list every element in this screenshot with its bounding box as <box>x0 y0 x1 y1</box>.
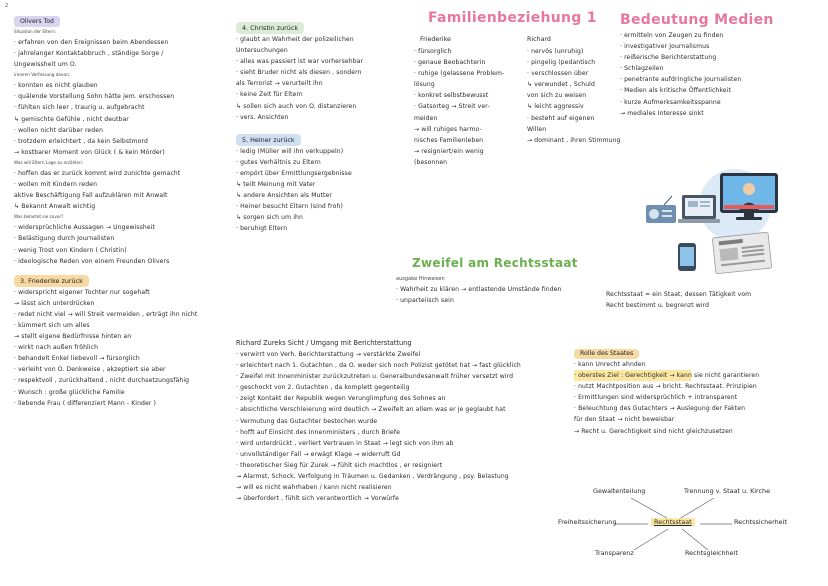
note-line: · empört über Ermittlungsergebnisse <box>236 169 352 177</box>
zweifel-section <box>412 256 632 270</box>
friederike-traits <box>414 46 519 168</box>
trait-line: ↳ leicht aggressiv <box>527 103 584 111</box>
friederike-head: Friederike <box>420 36 451 43</box>
note-line: → stellt eigene Bedürfnisse hinten an <box>14 333 132 341</box>
note-line: · liebende Frau ( differenziert Mann - Kinder ) <box>14 399 156 407</box>
medien-section <box>620 12 820 119</box>
mindmap-node-gewaltenteilung: Gewaltenteilung <box>593 487 646 495</box>
note-line: · trotzdem erleichtert , da kein Selbstmord <box>14 137 148 145</box>
note-line: · Wunsch : große glückliche Familie <box>14 388 125 396</box>
trait-line: · konkret selbstbewusst <box>414 92 489 100</box>
zweifel-left <box>396 274 606 306</box>
olivers-tod-sub: Situation der Eltern: <box>14 29 57 34</box>
note-line: als Terrorist → verurteilt ihn <box>236 80 323 88</box>
mindmap-node-transparenz: Transparenz <box>595 549 634 557</box>
note-line: ↳ gemischte Gefühle , nicht deutbar <box>14 115 129 123</box>
note-line: · Beleuchtung des Gutachters → Auslegung der Fakten <box>574 405 746 413</box>
trait-line: · besteht auf eigenen <box>527 114 595 122</box>
note-line: · unvollständiger Fall → erwägt Klage → widerruft Gd <box>236 450 401 458</box>
definition-line: Rechtsstaat = ein Staat, dessen Tätigkeit vom <box>606 291 752 298</box>
trait-line: · fürsorglich <box>414 48 452 55</box>
heiner-heading: 5. Heiner zurück <box>236 134 301 146</box>
rolle-staates-lines <box>574 359 824 437</box>
definition-line: Recht bestimmt u. begrenzt wird <box>606 302 710 310</box>
note-line: → lässt sich unterdrücken <box>14 299 95 307</box>
trait-line: · nervös (unruhig) <box>527 48 584 55</box>
note-line: → Alarmst, Schock, Verfolgung in Träumen u. Gedanken , Verdrängung , psy. Belastung <box>236 473 509 481</box>
richard-sicht-heading: Richard Zureks Sicht / Umgang mit Berichterstattung <box>236 339 412 347</box>
familienbeziehung-title: Familienbeziehung 1 <box>428 10 597 26</box>
note-line: · wird unterdrückt , verliert Vertrauen in Staat → legt sich von ihm ab <box>236 439 454 447</box>
note-line: · beruhigt Eltern <box>236 225 288 233</box>
note-line: · hoffen das er zurück kommt wird zunichte gemacht <box>14 169 181 177</box>
geschwister-column <box>236 15 406 235</box>
mindmap-node-rechtsgleichheit: Rechtsgleichheit <box>685 549 738 557</box>
page-number: 2 <box>5 3 9 9</box>
richard-sicht-section <box>236 337 576 504</box>
note-line: · unparteiisch sein <box>396 297 454 305</box>
richard-column <box>527 34 621 146</box>
note-line: für den Staat → nicht beweisbar <box>574 416 675 424</box>
note-line: · reißerische Berichterstattung <box>620 54 717 62</box>
trait-line: meiden <box>414 114 438 122</box>
olivers-tod-heading: Olivers Tod <box>14 16 60 27</box>
note-line: Was will Eltern Lage zu erzählen: <box>14 159 84 165</box>
note-line: · behandelt Enkel liebevoll → fürsorglich <box>14 355 140 363</box>
note-line: · wenig Trost von Kindern ( Christin) <box>14 246 127 254</box>
christin-lines <box>236 34 406 123</box>
mindmap-node-rechtssicherheit: Rechtssicherheit <box>734 518 787 526</box>
note-line: · nutzt Machtposition aus → bricht. Rechtsstaat. Prinzipien <box>574 383 757 391</box>
note-line: · Belästigung durch Journalisten <box>14 235 115 243</box>
note-line: · theoretischer Sieg für Zurek → fühlt sich machtlos , er resigniert <box>236 461 443 469</box>
television-icon <box>720 173 778 220</box>
friederike-column <box>414 34 519 168</box>
note-line: · verwirrt von Verh. Berichterstattung → verstärkte Zweifel <box>236 351 421 358</box>
trait-line: von sich zu weisen <box>527 92 587 100</box>
note-line: → mediales Interesse sinkt <box>620 109 704 117</box>
newspaper-icon <box>712 232 771 274</box>
note-line: · absichtliche Verschleierung wird deutlich → Zweifelt an allem was er je geglaubt hat <box>236 406 506 414</box>
trait-line: → will ruhiges harmo- <box>414 125 482 133</box>
note-line: Ungewissheit um O. <box>14 61 77 69</box>
friederike-lines <box>14 287 229 409</box>
heiner-lines <box>236 146 406 235</box>
trait-line: Willen <box>527 125 547 133</box>
smartphone-icon <box>678 243 696 271</box>
richard-head: Richard <box>527 36 551 43</box>
mindmap-edge <box>682 529 708 550</box>
note-line: · Schlagzeilen <box>620 65 664 73</box>
medien-title: Bedeutung Medien <box>620 12 774 28</box>
note-line: · wirkt nach außen fröhlich <box>14 344 99 352</box>
friederike-heading: 3. Friederike zurück <box>14 275 89 287</box>
laptop-icon <box>678 195 720 223</box>
note-line: ↳ sollen sich auch von O. distanzieren <box>236 102 357 110</box>
olivers-tod-column <box>14 8 229 409</box>
trait-line: → dominant , ihren Stimmung <box>527 136 621 144</box>
note-line: · hofft auf Einsicht des Innenministers , durch Briefe <box>236 428 400 436</box>
media-illustration <box>640 165 810 275</box>
note-line: · erleichtert nach 1. Gutachten , da O. weder sich noch Polizist getötet hat → fast glücklich <box>236 362 521 370</box>
trait-line: · Gatsorteg → Streit ver- <box>414 103 490 111</box>
note-line: · kümmert sich um alles <box>14 321 90 329</box>
rolle-staates-section <box>574 340 824 437</box>
note-line: · geschockt von 2. Gutachten , da komplett gegenteilig <box>236 384 410 392</box>
trait-line: → resigniert/ein wenig <box>414 147 484 155</box>
note-line: · Heiner besucht Eltern (sind froh) <box>236 203 343 211</box>
trait-line: · ruhige (gelassene Problem- <box>414 70 505 78</box>
note-line: ↳ sorgen sich um ihn <box>236 214 303 222</box>
trait-line: lösung <box>414 81 435 89</box>
note-line: ↳ teilt Meinung mit Vater <box>236 181 316 189</box>
trait-line: · verschlossen über <box>527 70 589 78</box>
note-line: · penetrante aufdringliche Journalisten <box>620 76 742 84</box>
note-line: · ermitteln von Zeugen zu finden <box>620 32 724 39</box>
trait-line: · genaue Beobachterin <box>414 59 486 67</box>
richard-traits <box>527 46 621 146</box>
note-line: Untersuchungen <box>236 47 288 55</box>
note-line: · quälende Vorstellung Sohn hätte jem. erschossen <box>14 93 175 101</box>
note-line: · konnten es nicht glauben <box>14 82 98 90</box>
trait-line: · pingelig (pedantisch <box>527 59 596 67</box>
note-line: · ledig (Müller will ihn verkuppeln) <box>236 147 344 155</box>
medien-lines <box>620 30 820 119</box>
note-line: · kurze Aufmerksamkeitsspanne <box>620 98 721 106</box>
christin-heading: 4. Christin zurück <box>236 22 304 34</box>
note-line: · Vermutung das Gutachter bestochen wurde <box>236 417 378 425</box>
note-line: → will es nicht wahrhaben / kann nicht realisieren <box>236 484 392 492</box>
rolle-staates-heading: Rolle des Staates <box>574 349 639 359</box>
note-line: → überfordert , fühlt sich verantwortlich → Vorwürfe <box>236 495 399 503</box>
note-line: · Wahrheit zu klären → entlastende Umstände finden <box>396 286 562 293</box>
note-line: · gutes Verhältnis zu Eltern <box>236 158 321 166</box>
note-line: · keine Zeit für Eltern <box>236 91 303 99</box>
note-line: · wollen nicht darüber reden <box>14 126 104 134</box>
mindmap-node-freiheitssicherung: Freiheitssicherung <box>558 518 617 526</box>
note-line: · jahrelanger Kontaktabbruch , ständige Sorge / <box>14 50 164 58</box>
note-line: · fühlten sich leer , traurig u. aufgebracht <box>14 104 145 112</box>
rechtsstaat-definition <box>606 289 821 311</box>
note-line: · sieht Bruder nicht als diesen , sondern <box>236 69 362 77</box>
note-line: Was belastet sie zuvor? <box>14 214 64 220</box>
note-line: · glaubt an Wahrheit der polizeilichen <box>236 36 354 43</box>
zweifel-sub: ausgabe Hinweisen <box>396 276 445 282</box>
note-line: · erfahren von den Ereignissen beim Abendessen <box>14 39 169 46</box>
note-line: · vers. Ansichten <box>236 113 289 121</box>
note-line: aktive Beschäftigung Fall aufzuklären mit Anwalt <box>14 192 168 200</box>
note-line: ↳ andere Ansichten als Mutter <box>236 192 332 200</box>
note-line: · alles was passiert ist war vorhersehbar <box>236 58 364 66</box>
note-line: ↳ Bekannt Anwalt wichtig <box>14 203 96 211</box>
zweifel-right-lines <box>606 289 821 311</box>
note-line: · wollen mit Kindern reden <box>14 181 98 189</box>
zweifel-left-lines <box>396 284 606 306</box>
note-line: · investigativer Journalismus <box>620 43 710 51</box>
note-line: · respektvoll , zurückhaltend , nicht durchsetzungsfähig <box>14 377 190 385</box>
trait-line: ↳ verwundet , Schuld <box>527 81 595 89</box>
note-line: → kostbarer Moment von Glück ( & kein Mörder) <box>14 148 165 156</box>
note-line: · Zweifel mit Innenminister zurückzutreten u. Generalbundesanwalt früher versetzt wird <box>236 373 514 381</box>
mindmap-node-trennung: Trennung v. Staat u. Kirche <box>684 487 771 495</box>
note-line: · zeigt Kontakt der Republik wegen Verunglimpfung des Sohnes an <box>236 395 446 403</box>
note-line: · kann Unrecht ahnden <box>574 361 646 368</box>
note-line: · Medien als kritische Öffentlichkeit <box>620 87 731 95</box>
richard-sicht-lines <box>236 349 576 504</box>
note-line: · widersprüchliche Aussagen → Ungewissheit <box>14 224 156 232</box>
mindmap-edge <box>634 529 668 550</box>
mindmap-center: Rechtsstaat <box>651 518 695 526</box>
note-line: → Recht u. Gerechtigkeit sind nicht gleichzusetzen <box>574 427 733 435</box>
note-line: · ideologische Reden von einem Freunden Olivers <box>14 257 170 265</box>
note-line: · oberstes Ziel : Gerechtigkeit → kann sie nicht garantieren <box>574 370 824 381</box>
note-line: · widerspricht eigener Tochter nur sogehaft <box>14 288 150 296</box>
familienbeziehung-section <box>428 10 618 26</box>
olivers-tod-lines <box>14 37 229 267</box>
note-line: · Ermittlungen sind widersprüchlich + intransparent <box>574 394 738 402</box>
trait-line: (besonnen <box>414 158 448 166</box>
note-line: · verleiht von O. Denkweise , akzeptiert sie aber <box>14 366 166 374</box>
note-line: inneren Verfassung davon: <box>14 72 71 78</box>
note-line: · redet nicht viel → will Streit vermeiden , erträgt ihn nicht <box>14 310 198 318</box>
zweifel-title: Zweifel am Rechtsstaat <box>412 256 578 270</box>
trait-line: nisches Familienleben <box>414 136 484 144</box>
rechtsstaat-mindmap <box>556 482 828 572</box>
radio-icon <box>646 196 676 223</box>
